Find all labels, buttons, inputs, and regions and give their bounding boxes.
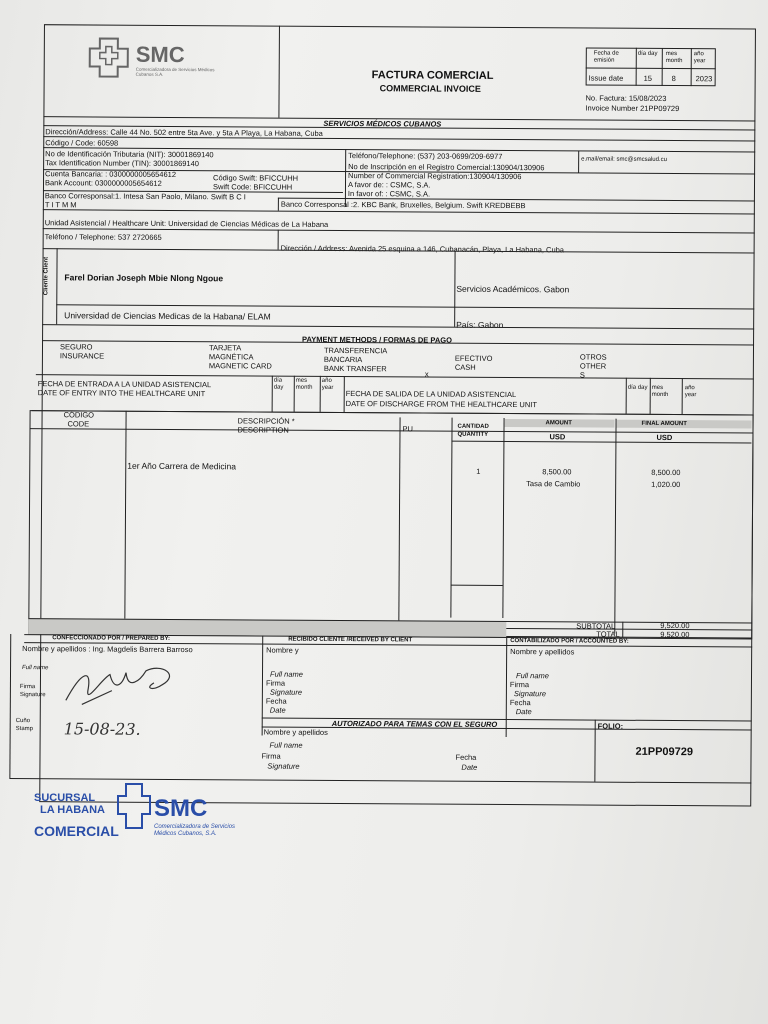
issuer-address: Dirección/Address: Calle 44 No. 502 entre 5ta Ave. y 5ta A Playa, La Habana, Cuba bbox=[45, 127, 323, 138]
payment-magnetic-card: MAGNETIC CARD bbox=[208, 361, 272, 371]
issuer-code: Código / Code: 60598 bbox=[45, 138, 119, 148]
received-date-label: Date bbox=[269, 705, 286, 715]
stamp-line-1: SUCURSAL bbox=[34, 792, 96, 804]
accounted-signature-label: Signature bbox=[513, 689, 547, 699]
prepared-header: CONFECCIONADO POR / PREPARED BY: bbox=[52, 635, 171, 642]
stamp-line-3: COMERCIAL bbox=[34, 823, 119, 839]
entry-day-label: día day bbox=[273, 377, 284, 391]
total-value: 9,520.00 bbox=[660, 629, 690, 640]
folio-value: 21PP09729 bbox=[635, 745, 694, 759]
month-label: mes month bbox=[665, 50, 683, 65]
item-amount: 8,500.00 bbox=[542, 467, 572, 477]
item-description: 1er Año Carrera de Medicina bbox=[127, 460, 236, 472]
discharge-day-label: día day bbox=[627, 384, 648, 391]
healthcare-address: Dirección / Address: Avenida 25 esquina a 146, Cubanacán, Playa, La Habana, Cuba bbox=[280, 243, 565, 255]
payment-bank-transfer: BANK TRANSFER bbox=[323, 363, 387, 374]
client-country: País: Gabon bbox=[456, 319, 504, 330]
col-code: CODE bbox=[67, 419, 90, 429]
corresp-bank-1b: T I T M M bbox=[44, 200, 77, 210]
entry-year-label: año year bbox=[321, 377, 334, 391]
item-quantity: 1 bbox=[476, 466, 481, 476]
client-institution: Universidad de Ciencias Medicas de la Habana/ ELAM bbox=[64, 310, 271, 322]
stamp-line-2: LA HABANA bbox=[40, 804, 105, 816]
stamp-subtitle: Comercializadora de Servicios Médicos Cubanos, S.A. bbox=[154, 824, 236, 837]
col-cantidad: CANTIDAD bbox=[457, 423, 489, 430]
title-en: COMMERCIAL INVOICE bbox=[379, 83, 481, 94]
payment-selected-mark: x bbox=[424, 369, 429, 379]
issuer-favor-en: In favor of: : CSMC, S.A. bbox=[347, 189, 431, 199]
cuno-label: Cuño bbox=[15, 718, 31, 725]
authorized-header: AUTORIZADO PARA TEMAS CON EL SEGURO bbox=[331, 718, 498, 729]
issuer-swift-es: Código Swift: BFICCUHH bbox=[213, 173, 299, 183]
authorized-full-name-label: Full name bbox=[269, 740, 303, 750]
received-header: RECIBIDO CLIENTE /RECEIVED BY CLIENT bbox=[288, 636, 413, 644]
authorized-fecha-label: Fecha bbox=[455, 752, 477, 762]
issue-date-label: Issue date bbox=[588, 73, 624, 83]
payment-cash: CASH bbox=[454, 362, 476, 372]
issue-day: 15 bbox=[643, 73, 653, 83]
issuer-favor-es: A favor de: : CSMC, S.A. bbox=[347, 180, 431, 190]
issuer-registry-es: No de Inscripción en el Registro Comercial:130904/130906 bbox=[348, 162, 545, 173]
issue-year: 2023 bbox=[695, 74, 713, 84]
stamp-logo: SMC bbox=[154, 795, 208, 822]
entry-date-en: DATE OF ENTRY INTO THE HEALTHCARE UNIT bbox=[37, 388, 206, 399]
payment-efectivo: EFECTIVO bbox=[454, 353, 493, 363]
invoice-number: Invoice Number 21PP09729 bbox=[585, 103, 680, 114]
stamp-cross-icon bbox=[116, 782, 152, 832]
payment-otros: OTROS bbox=[579, 352, 607, 362]
stamp-label: Stamp bbox=[15, 726, 34, 733]
payment-magnetica: MAGNÉTICA bbox=[208, 352, 254, 362]
issuer-nit-en: Tax Identification Number (TIN): 30001869140 bbox=[45, 158, 199, 169]
accounted-fecha-label: Fecha bbox=[509, 698, 531, 708]
issuer-email: e.mail/email: smc@smcsalud.cu bbox=[581, 156, 667, 163]
discharge-date-en: DATE OF DISCHARGE FROM THE HEALTHCARE UNIT bbox=[345, 399, 537, 410]
prepared-name: Nombre y apellidos : Ing. Magdelis Barrera Barroso bbox=[22, 644, 193, 655]
corresp-bank-1: Banco Corresponsal:1. Intesa San Paolo, Milano. Swift B C I bbox=[44, 191, 246, 202]
handwritten-signature bbox=[62, 660, 182, 711]
col-amount-currency: USD bbox=[549, 432, 566, 442]
col-pu: PU bbox=[402, 424, 413, 434]
accounted-date-label: Date bbox=[515, 707, 532, 717]
fecha-emision-label: Fecha de emisión bbox=[593, 50, 619, 64]
issuer-registry-en: Number of Commercial Registration:130904/130906 bbox=[348, 171, 522, 182]
items-table bbox=[28, 410, 753, 638]
client-name: Farel Dorian Joseph Mbie Nlong Ngoue bbox=[64, 272, 224, 284]
issuer-name: SERVICIOS MÉDICOS CUBANOS bbox=[323, 118, 442, 129]
accounted-name-label: Nombre y apellidos bbox=[510, 647, 575, 657]
authorized-date-label: Date bbox=[461, 762, 478, 772]
authorized-signature-label: Signature bbox=[267, 761, 300, 771]
col-description-en: DESCRIPTION bbox=[237, 425, 289, 435]
received-firma-label: Firma bbox=[265, 678, 286, 688]
received-full-name-label: Full name bbox=[269, 669, 303, 679]
payment-s: S bbox=[579, 370, 585, 380]
discharge-month-label: mes month bbox=[651, 384, 669, 399]
healthcare-phone: Teléfono / Telephone: 537 2720665 bbox=[44, 232, 162, 242]
col-quantity: QUANTITY bbox=[457, 431, 489, 438]
prepared-signature-label: Signature bbox=[19, 692, 46, 699]
received-fecha-label: Fecha bbox=[265, 696, 287, 706]
prepared-full-name-label: Full name bbox=[22, 665, 49, 672]
issuer-swift-en: Swift Code: BFICCUHH bbox=[212, 182, 293, 192]
item-exchange-label: Tasa de Cambio bbox=[526, 479, 581, 489]
issuer-nit-es: No de Identificación Tributaria (NIT): 30001869140 bbox=[45, 149, 214, 160]
discharge-date-es: FECHA DE SALIDA DE LA UNIDAD ASISTENCIAL bbox=[345, 389, 517, 400]
payment-other: OTHER bbox=[579, 361, 607, 371]
logo-text: SMC bbox=[135, 41, 185, 68]
payment-bancaria: BANCARIA bbox=[323, 354, 363, 365]
col-codigo: CÓDIGO bbox=[63, 410, 95, 420]
subtotal-value: 9,520.00 bbox=[660, 620, 690, 631]
discharge-year-label: año year bbox=[684, 385, 697, 399]
issuer-phone: Teléfono/Telephone: (537) 203-0699/209-6977 bbox=[348, 151, 503, 161]
accounted-firma-label: Firma bbox=[509, 680, 530, 690]
authorized-name-label: Nombre y apellidos bbox=[263, 727, 328, 737]
smc-logo bbox=[86, 34, 236, 85]
item-exchange-final: 1,020.00 bbox=[651, 479, 681, 490]
invoice-no-es: No. Factura: 15/08/2023 bbox=[585, 93, 667, 103]
invoice-form bbox=[9, 20, 756, 807]
accounted-full-name-label: Full name bbox=[515, 671, 549, 681]
subtotal-label: SUBTOTAL bbox=[576, 621, 616, 631]
client-side-label: Cliente Client bbox=[43, 256, 50, 296]
handwritten-date: 15-08-23. bbox=[63, 719, 141, 739]
day-label: día day bbox=[637, 50, 658, 57]
folio-label: FOLIO: bbox=[597, 721, 624, 731]
prepared-firma-label: Firma bbox=[19, 684, 36, 691]
total-label: TOTAL bbox=[596, 629, 620, 639]
authorized-firma-label: Firma bbox=[261, 751, 281, 761]
logo-subtitle: Comercializadora de Servicios Médicos Cubanos S.A. bbox=[135, 66, 215, 77]
col-final-amount: FINAL AMOUNT bbox=[641, 420, 687, 428]
smc-cross-icon bbox=[86, 34, 132, 80]
payment-seguro: SEGURO bbox=[59, 342, 93, 352]
received-name-label: Nombre y bbox=[266, 645, 299, 655]
issue-month: 8 bbox=[671, 74, 676, 84]
entry-date-es: FECHA DE ENTRADA A LA UNIDAD ASISTENCIAL bbox=[37, 379, 212, 390]
col-description-es: DESCRIPCIÓN * bbox=[237, 416, 295, 426]
col-amount: AMOUNT bbox=[545, 420, 572, 427]
corresp-bank-2: Banco Corresponsal :2. KBC Bank, Bruxelles, Belgium. Swift KREDBEBB bbox=[280, 199, 526, 211]
accounted-header: CONTABILIZADO POR / ACCOUNTED BY: bbox=[510, 638, 629, 645]
payment-header: PAYMENT METHODS / FORMAS DE PAGO bbox=[302, 334, 452, 345]
col-final-currency: USD bbox=[656, 432, 673, 443]
received-signature-label: Signature bbox=[269, 687, 303, 697]
payment-insurance: INSURANCE bbox=[59, 351, 105, 361]
year-label: año year bbox=[693, 51, 706, 65]
issuer-account-en: Bank Account: 0300000005654612 bbox=[44, 178, 162, 188]
client-company: Servicios Académicos. Gabon bbox=[456, 283, 570, 295]
company-stamp bbox=[34, 778, 264, 848]
payment-transferencia: TRANSFERENCIA bbox=[323, 345, 388, 356]
title-es: FACTURA COMERCIAL bbox=[371, 69, 494, 82]
payment-tarjeta: TARJETA bbox=[208, 343, 242, 353]
entry-month-label: mes month bbox=[295, 377, 313, 391]
healthcare-unit: Unidad Asistencial / Healthcare Unit: Universidad de Ciencias Médicas de La Habana bbox=[44, 218, 329, 229]
issuer-account-es: Cuenta Bancaria: : 0300000005654612 bbox=[45, 169, 177, 179]
item-final-amount: 8,500.00 bbox=[651, 467, 681, 478]
